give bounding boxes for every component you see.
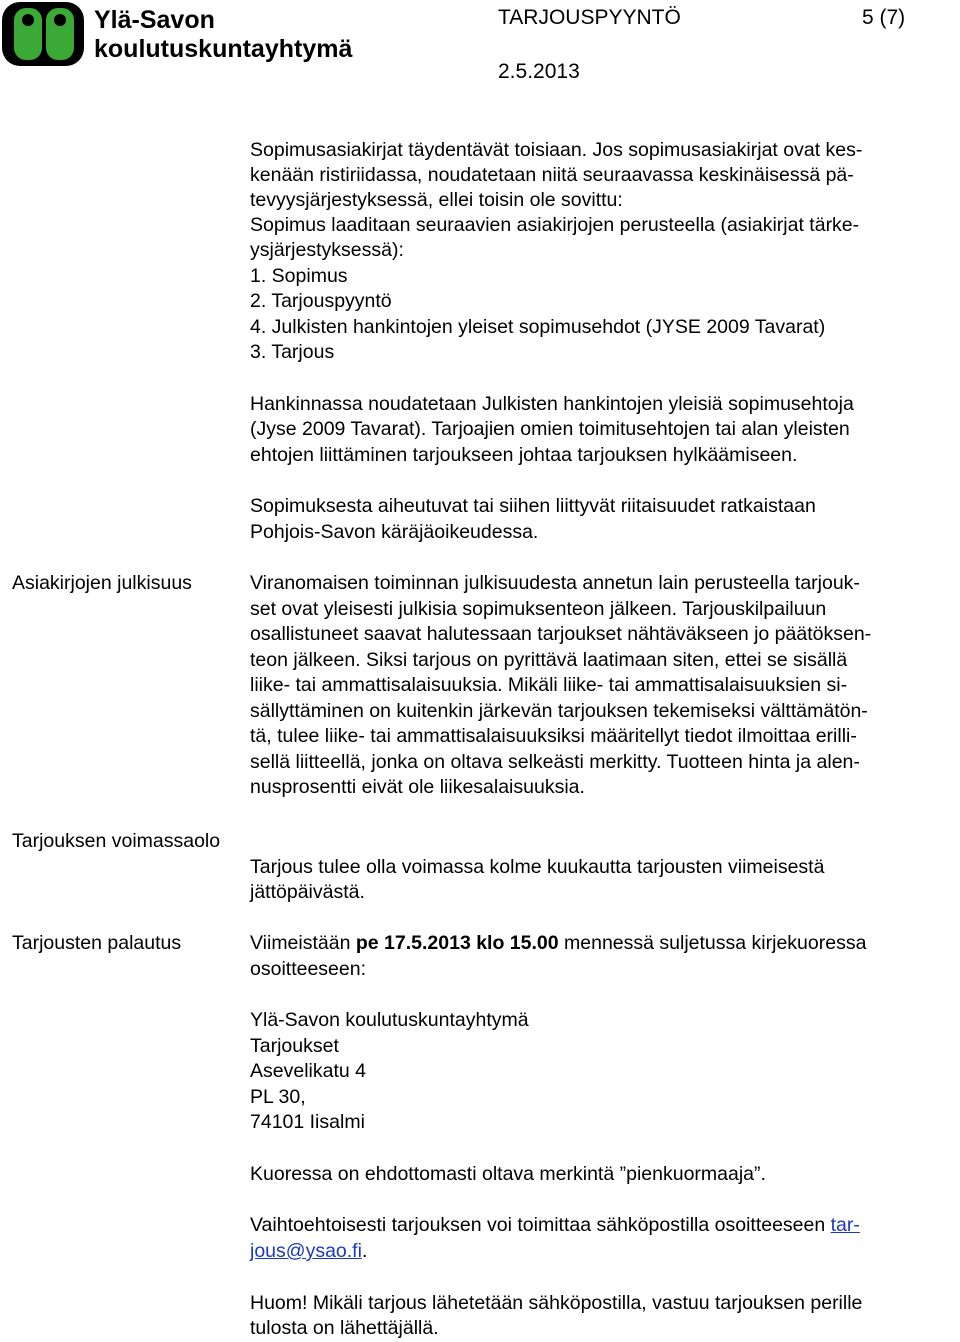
- address-line: Tarjoukset: [250, 1035, 339, 1057]
- sopimus-line: tevyysjärjestyksessä, ellei toisin ole sovittu:: [250, 189, 623, 211]
- riita-line: Sopimuksesta aiheutuvat tai siihen liittyvät riitaisuudet ratkaistaan: [250, 495, 816, 517]
- sopimus-line: ysjärjestyksessä):: [250, 239, 404, 261]
- julkisuus-line: osallistuneet saavat halutessaan tarjoukset nähtäväkseen jo päätöksen-: [250, 623, 872, 645]
- section-label-palautus: Tarjousten palautus: [12, 932, 182, 954]
- sopimus-line: Sopimusasiakirjat täydentävät toisiaan. Jos sopimusasiakirjat ovat kes-: [250, 139, 863, 161]
- email-link-part1[interactable]: tar-: [830, 1214, 860, 1236]
- voimassaolo-line: jättöpäivästä.: [250, 881, 365, 903]
- sopimus-line: Sopimus laaditaan seuraavien asiakirjojen perusteella (asiakirjat tärke-: [250, 214, 860, 236]
- sopimus-list-item: 4. Julkisten hankintojen yleiset sopimusehdot (JYSE 2009 Tavarat): [250, 316, 826, 338]
- logo-text: [94, 6, 352, 64]
- julkisuus-line: sällyttäminen on kuitenkin järkevän tarjouksen tekemiseksi välttämätön-: [250, 700, 868, 722]
- document-title: TARJOUSPYYNTÖ: [498, 6, 681, 29]
- riita-line: Pohjois-Savon käräjäoikeudessa.: [250, 521, 539, 543]
- sopimus-line: kenään ristiriidassa, noudatetaan niitä seuraavassa keskinäisessä pä-: [250, 164, 854, 186]
- hankinta-line: ehtojen liittäminen tarjoukseen johtaa tarjouksen hylkäämiseen.: [250, 444, 798, 466]
- section-label-voimassaolo: Tarjouksen voimassaolo: [12, 830, 221, 852]
- email-line2: [250, 1239, 367, 1263]
- julkisuus-line: Viranomaisen toiminnan julkisuudesta annetun lain perusteella tarjouk-: [250, 572, 860, 594]
- envelope-marking: Kuoressa on ehdottomasti oltava merkintä ”pienkuormaaja”.: [250, 1163, 766, 1185]
- address-line: 74101 Iisalmi: [250, 1111, 365, 1133]
- hankinta-line: (Jyse 2009 Tavarat). Tarjoajien omien toimitusehtojen tai alan yleisten: [250, 418, 850, 440]
- address-line: Ylä-Savon koulutuskuntayhtymä: [250, 1009, 529, 1031]
- deadline-line2: osoitteeseen:: [250, 958, 367, 980]
- julkisuus-line: liike- tai ammattisalaisuuksia. Mikäli liike- tai ammattisalaisuuksien si-: [250, 674, 848, 696]
- email-suffix: .: [361, 1240, 368, 1262]
- email-prefix: Vaihtoehtoisesti tarjouksen voi toimittaa sähköpostilla osoitteeseen: [250, 1214, 831, 1236]
- note-line: Huom! Mikäli tarjous lähetetään sähköpostilla, vastuu tarjouksen perille: [250, 1292, 863, 1314]
- julkisuus-line: teon jälkeen. Siksi tarjous on pyrittävä laatimaan siten, ettei se sisällä: [250, 649, 848, 671]
- sopimus-list-item: 2. Tarjouspyyntö: [250, 290, 392, 312]
- julkisuus-line: tä, tulee liike- tai ammattisalaisuuksiksi määritellyt tiedot ilmoittaa erilli-: [250, 725, 857, 747]
- julkisuus-line: sellä liitteellä, jonka on oltava selkeästi merkitty. Tuotteen hinta ja alen-: [250, 751, 860, 773]
- note-line: tulosta on lähettäjällä.: [250, 1317, 439, 1339]
- voimassaolo-line: Tarjous tulee olla voimassa kolme kuukautta tarjousten viimeisestä: [250, 856, 825, 878]
- page-number: 5 (7): [862, 6, 906, 29]
- sopimus-list-item: 1. Sopimus: [250, 265, 348, 287]
- logo-text-line2: koulutuskuntayhtymä: [94, 35, 353, 63]
- julkisuus-line: set ovat yleisesti julkisia sopimuksenteon jälkeen. Tarjouskilpailuun: [250, 598, 827, 620]
- deadline-prefix: Viimeistään: [250, 932, 356, 954]
- deadline-line: [250, 931, 866, 955]
- email-link-part2[interactable]: jous@ysao.fi: [250, 1240, 362, 1262]
- deadline-suffix: mennessä suljetussa kirjekuoressa: [558, 932, 867, 954]
- email-line: [250, 1213, 860, 1237]
- document-date: 2.5.2013: [498, 60, 580, 83]
- organization-logo: [0, 0, 86, 68]
- section-label-julkisuus: Asiakirjojen julkisuus: [12, 572, 192, 594]
- sopimus-list-item: 3. Tarjous: [250, 341, 335, 363]
- logo-text-line1: Ylä-Savon: [94, 6, 215, 34]
- address-line: Asevelikatu 4: [250, 1060, 366, 1082]
- address-line: PL 30,: [250, 1086, 306, 1108]
- deadline-date: pe 17.5.2013 klo 15.00: [355, 932, 559, 954]
- hankinta-line: Hankinnassa noudatetaan Julkisten hankintojen yleisiä sopimusehtoja: [250, 393, 854, 415]
- julkisuus-line: nusprosentti eivät ole liikesalaisuuksia.: [250, 776, 585, 798]
